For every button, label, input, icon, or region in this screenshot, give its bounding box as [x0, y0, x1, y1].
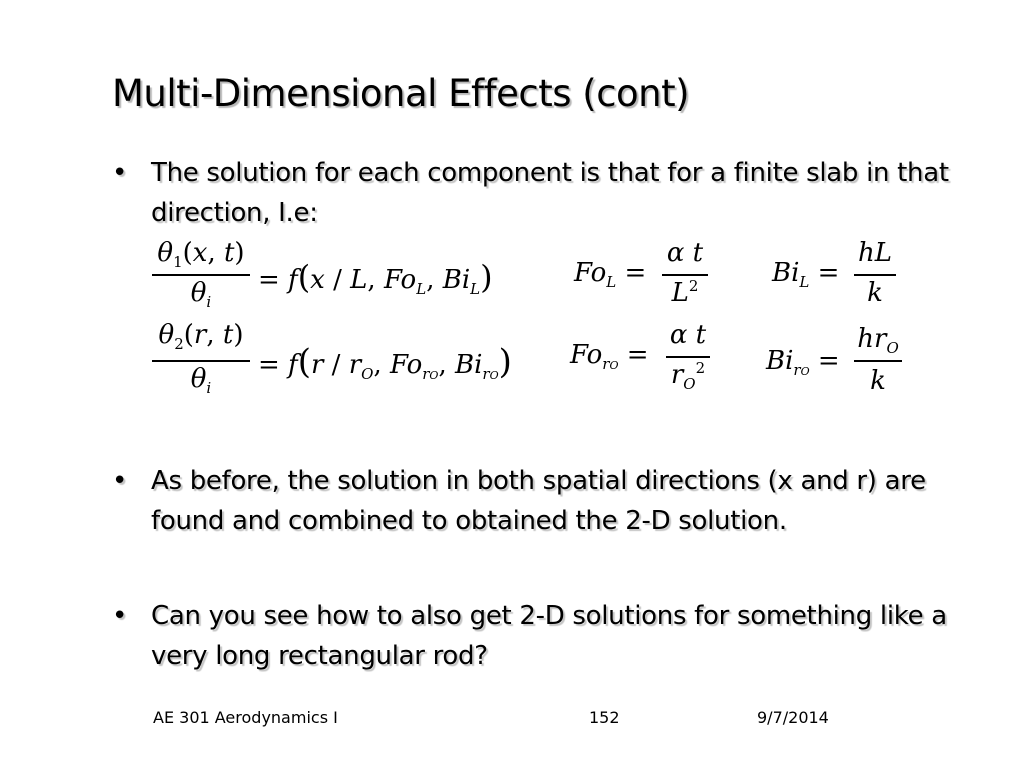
- bullet-3: [112, 596, 992, 676]
- bullet-marker: •: [112, 466, 128, 496]
- bullet-2: [112, 461, 992, 581]
- equation-biot-L: $Bi_L$ = hL k: [772, 238, 902, 318]
- bullet-marker: •: [112, 601, 128, 631]
- equation-fourier-ro: $Fo_{rO}$ = α t $r_O^2$: [570, 320, 720, 404]
- bullet-text: Can you see how to also get 2-D solutions for something like a very long rectangular rod?: [151, 601, 947, 671]
- footer-course: AE 301 Aerodynamics I: [153, 708, 338, 727]
- equation-biot-ro: $Bi_{rO}$ = $hr_O$ k: [766, 320, 906, 404]
- footer-page-number: 152: [589, 708, 620, 727]
- bullet-text: The solution for each component is that for a finite slab in that direction, I.e:: [151, 158, 949, 228]
- bullet-1: [112, 153, 992, 233]
- slide-title: Multi-Dimensional Effects (cont): [112, 72, 690, 115]
- bullet-text: As before, the solution in both spatial directions (x and r) are found and combined to obtained the 2-D solution.: [151, 466, 926, 536]
- bullet-marker: •: [112, 158, 128, 188]
- footer-date: 9/7/2014: [757, 708, 829, 727]
- equation-theta2: $\theta_2(r$, t) $\theta_i$ = $f(r / r_O$, $Fo_{rO}$, $Bi_{rO}$): [146, 320, 546, 404]
- equation-fourier-L: $Fo_L$ = α t $L^2$: [574, 238, 714, 318]
- equation-theta1: $\theta_1(x$, t) $\theta_i$ = f(x / L, $Fo_L$, $Bi_L$): [146, 238, 526, 318]
